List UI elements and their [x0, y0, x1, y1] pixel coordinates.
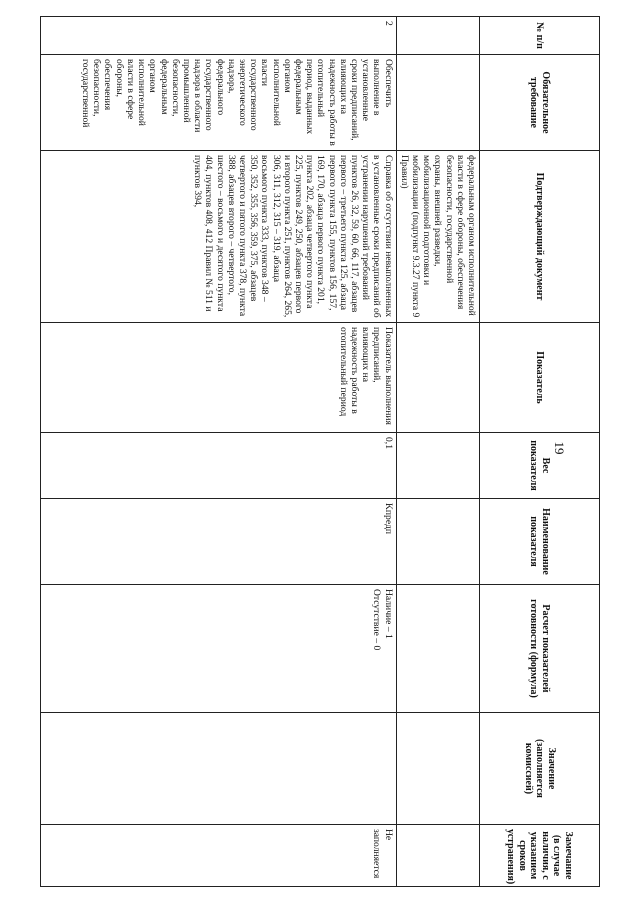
cell-indicator [396, 323, 479, 433]
rotated-table-page [40, 16, 600, 886]
cell-remark: Не заполняется [41, 825, 397, 887]
cell-calculation [41, 585, 397, 713]
cell-indicator-name: Kпредп [41, 499, 397, 585]
cell-requirement [396, 55, 479, 151]
cell-indicator: Показатель выполнения предписаний, влияющих на надежность работы в отопительный период [41, 323, 397, 433]
readiness-indicators-table [40, 16, 600, 887]
header-calculation: Расчет показателей готовности (формула) [480, 585, 600, 713]
header-indicator-name: Наименование показателя [480, 499, 600, 585]
header-value: Значение (заполняется комиссией) [480, 713, 600, 825]
cell-num [396, 17, 479, 55]
cell-num: 2 [41, 17, 397, 55]
table-row [41, 17, 397, 887]
header-indicator: Показатель [480, 323, 600, 433]
cell-value [396, 713, 479, 825]
cell-document: федеральным органом исполнительной власти в сфере обороны, обеспечения безопасности, государственной охраны, внешней разведки, мобилизационной подготовки и мобилизации (подпункт 9.3.27 пункта 9 Правил) [396, 151, 479, 323]
header-num: № п/п [480, 17, 600, 55]
calculation-line: Отсутствие – 0 [371, 589, 383, 651]
cell-remark [396, 825, 479, 887]
table-row [396, 17, 479, 887]
table-header-row [480, 17, 600, 887]
header-weight: Вес показателя [480, 433, 600, 499]
cell-requirement: Обеспечить выполнение в установленные сроки предписаний, влияющих на надежность работы в отопительный период, выданных федеральным органом исполнительной власти государственного энергетического надзора, федерального государственного надзора в области промышленной безопасности, федеральным органом исполнительной власти в сфере обороны, обеспечения безопасности, государственной [41, 55, 397, 151]
cell-document: Справка об отсутствии невыполненных в установленные сроки предписаний об устранении нарушений требований пунктов 26, 32, 59, 60, 66, 117, абзацев первого – третьего пункта 125, абзаца первого пункта 155, пунктов 156, 157, 169, 170, абзаца первого пункта 201, пункта 202, абзаца четвертого пункта 225, пунктов 249, 250, абзацев первого и второго пункта 251, пунктов 264, 265, 306, 311, 312, 315 – 319, абзаца восьмого пункта 333, пунктов 348 – 350, 352, 355, 356, 359, 375, абзацев четвертого и пятого пункта 378, пункта 388, абзацев второго – четвертого, шестого – восьмого и десятого пункта 404, пунктов 408, 412 Правил № 511 и пунктов 394, [41, 151, 397, 323]
page-number: 19 [552, 441, 567, 455]
cell-weight [396, 433, 479, 499]
header-requirement: Обязательное требование [480, 55, 600, 151]
header-document: Подтверждающий документ [480, 151, 600, 323]
header-remark: Замечание (в случае наличия, с указанием сроков устранения) [480, 825, 600, 887]
cell-indicator-name [396, 499, 479, 585]
calculation-line: Наличие – 1 [382, 589, 394, 639]
cell-weight: 0,1 [41, 433, 397, 499]
cell-value [41, 713, 397, 825]
cell-calculation [396, 585, 479, 713]
